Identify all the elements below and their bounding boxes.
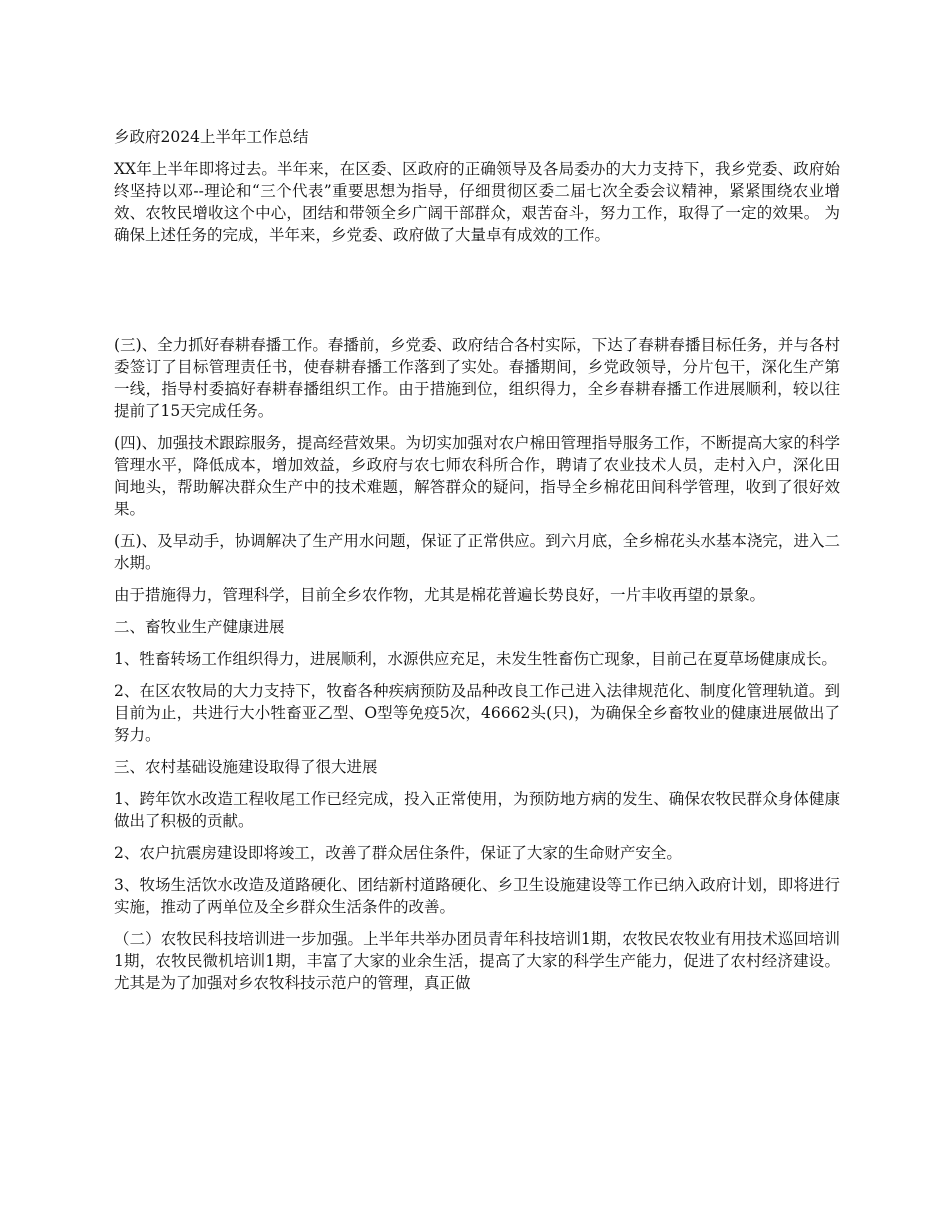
- paragraph-tech-service: (四)、加强技术跟踪服务，提高经营效果。为切实加强对农户棉田管理指导服务工作，不断提高大家的科学管理水平，降低成本，增加效益，乡政府与农七师农科所合作，聘请了农业技术人员，走村入户，深化田间地头，帮助解决群众生产中的技术难题，解答群众的疑问，指导全乡棉花田间科学管理，收到了很好效果。: [114, 434, 840, 518]
- document-title: 乡政府2024上半年工作总结: [114, 128, 309, 146]
- blank-gap: [114, 256, 840, 334]
- document-page: [114, 126, 840, 1004]
- section-heading-infrastructure: 三、农村基础设施建设取得了很大进展: [114, 758, 378, 776]
- paragraph-infrastructure-1: 1、跨年饮水改造工程收尾工作已经完成，投入正常使用，为预防地方病的发生、确保农牧民群众身体健康做出了积极的贡献。: [114, 790, 840, 830]
- section-heading-livestock: 二、畜牧业生产健康进展: [114, 618, 285, 636]
- paragraph-infrastructure-2: 2、农户抗震房建设即将竣工，改善了群众居住条件，保证了大家的生命财产安全。: [114, 844, 682, 862]
- paragraph-livestock-1: 1、牲畜转场工作组织得力，进展顺利，水源供应充足，未发生牲畜伤亡现象，目前己在夏草场健康成长。: [114, 650, 837, 668]
- intro-paragraph: XX年上半年即将过去。半年来，在区委、区政府的正确领导及各局委办的大力支持下，我乡党委、政府始终坚持以邓--理论和“三个代表”重要思想为指导，仔细贯彻区委二届七次全委会议精神，紧紧围绕农业增效、农牧民增收这个中心，团结和带领全乡广阔干部群众，艰苦奋斗，努力工作，取得了一定的效果。 为确保上述任务的完成，半年来，乡党委、政府做了大量卓有成效的工作。: [114, 160, 840, 244]
- paragraph-livestock-2: 2、在区农牧局的大力支持下，牧畜各种疾病预防及品种改良工作己进入法律规范化、制度化管理轨道。到目前为止，共进行大小牲畜亚乙型、O型等免疫5次，46662头(只)，为确保全乡畜牧业的健康进展做出了努力。: [114, 682, 840, 744]
- paragraph-water-supply: (五)、及早动手，协调解决了生产用水问题，保证了正常供应。到六月底，全乡棉花头水基本浇完，进入二水期。: [114, 532, 840, 572]
- paragraph-infrastructure-3: 3、牧场生活饮水改造及道路硬化、团结新村道路硬化、乡卫生设施建设等工作已纳入政府计划，即将进行实施，推动了两单位及全乡群众生活条件的改善。: [114, 876, 840, 916]
- paragraph-crop-status: 由于措施得力，管理科学，目前全乡农作物，尤其是棉花普遍长势良好，一片丰收再望的景象。: [114, 586, 766, 604]
- paragraph-spring-planting: (三)、全力抓好春耕春播工作。春播前，乡党委、政府结合各村实际，下达了春耕春播目标任务，并与各村委签订了目标管理责任书，使春耕春播工作落到了实处。春播期间，乡党政领导，分片包干，深化生产第一线，指导村委搞好春耕春播组织工作。由于措施到位，组织得力，全乡春耕春播工作进展顺利，较以往提前了15天完成任务。: [114, 336, 840, 420]
- paragraph-training: （二）农牧民科技培训进一步加强。上半年共举办团员青年科技培训1期，农牧民农牧业有用技术巡回培训1期，农牧民微机培训1期，丰富了大家的业余生活，提高了大家的科学生产能力，促进了农村经济建设。尤其是为了加强对乡农牧科技示范户的管理，真正做: [114, 930, 840, 992]
